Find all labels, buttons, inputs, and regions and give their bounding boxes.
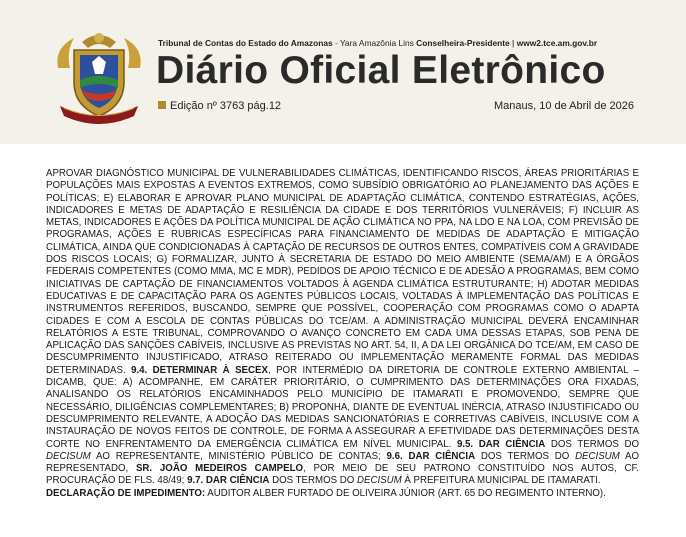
gold-square-icon — [158, 101, 166, 109]
body-text-segment: DOS TERMOS DO — [475, 450, 576, 462]
impediment-declaration-label: DECLARAÇÃO DE IMPEDIMENTO: — [46, 487, 206, 499]
section-9-6-heading: 9.6. DAR CIÊNCIA — [386, 450, 476, 462]
page-title: Diário Oficial Eletrônico — [156, 49, 606, 92]
decisum-term: DECISUM — [46, 450, 91, 462]
body-text-segment: AO REPRESENTADO, — [46, 450, 640, 475]
representative-name: SR. JOÃO MEDEIROS CAMPELO — [135, 463, 304, 475]
website-link[interactable]: www2.tce.am.gov.br — [516, 38, 598, 48]
president-name: Yara Amazônia Lins — [339, 38, 414, 48]
president-role: Conselheira-Presidente — [416, 38, 510, 48]
edition-line — [158, 100, 634, 112]
header-info-line: Tribunal de Contas do Estado do Amazonas - Yara Amazônia Lins Conselheira-Presidente | www2.tce.am.gov.br — [158, 38, 598, 48]
section-9-7-heading: 9.7. DAR CIÊNCIA — [187, 475, 270, 487]
page-header — [0, 0, 686, 144]
edition-number: Edição nº 3763 pág.12 — [170, 100, 282, 112]
body-text-segment: AO REPRESENTANTE, MINISTÉRIO PÚBLICO DE CONTAS; — [90, 450, 387, 462]
section-9-5-heading: 9.5. DAR CIÊNCIA — [456, 438, 546, 450]
body-text-segment: À PREFEITURA MUNICIPAL DE ITAMARATI. — [401, 475, 601, 487]
body-text-segment: DOS TERMOS DO — [545, 438, 639, 450]
body-text-segment: APROVAR DIAGNÓSTICO MUNICIPAL DE VULNERABILIDADES CLIMÁTICAS, IDENTIFICANDO RISCOS, ÁREAS PRIORITÁRIAS E POPULAÇÕES MAIS EXPOSTAS A EVENTOS EXTREMOS, COMO SUBSÍDIO OBRIGATÓRIO AO PLANEJAMENTO DAS AÇÕES E POLÍTICAS; E) ELABORAR E APROVAR PLANO MUNICIPAL DE ADAPTAÇÃO CLIMÁTICA, CONTENDO ESTRATÉGIAS, AÇÕES, INDICADORES E METAS DE ADAPTAÇÃO E RESILIÊNCIA DA CIDADE E DOS TERRITÓRIOS VULNERÁVEIS; F) INCLUIR AS METAS, INDICADORES E AÇÕES DA POLÍTICA MUNICIPAL DE AÇÃO CLIMÁTICA NO PPA, NA LDO E NA LOA, COM PREVISÃO DE PROGRAMAS, AÇÕES E RUBRICAS ESPECÍFICAS PARA FINANCIAMENTO DE MEDIDAS DE ADAPTAÇÃO E MITIGAÇÃO CLIMÁTICA, AINDA QUE CONDICIONADAS À CAPTAÇÃO DE RECURSOS DE OUTROS ENTES, COMPATÍVEIS COM A GRAVIDADE DOS RISCOS LOCAIS; G) FORMALIZAR, JUNTO À SECRETARIA DE ESTADO DO MEIO AMBIENTE (SEMA/AM) E A ÓRGÃOS FEDERAIS COMPETENTES (COMO MMA, MC E MDR), PEDIDOS DE APOIO TÉCNICO E DE ADESÃO A PROGRAMAS, BEM COMO INICIATIVAS DE CAPTAÇÃO DE FINANCIAMENTOS VOLTADOS À AGENDA CLIMÁTICA ESTRUTURANTE; H) ADOTAR MEDIDAS EDUCATIVAS E DE CAPACITAÇÃO PARA OS AGENTES PÚBLICOS LOCAIS, VOLTADAS À IMPLEMENTAÇÃO DAS POLÍTICAS E INSTRUMENTOS REFERIDOS, BUSCANDO, SEMPRE QUE POSSÍVEL, COOPERAÇÃO COM PROGRAMAS COMO O ADAPTA CIDADES E COM A ESCOLA DE CONTAS PÚBLICAS DO TCE/AM. A ADMINISTRAÇÃO MUNICIPAL DEVERÁ ENCAMINHAR RELATÓRIOS A ESTE TRIBUNAL, COMPROVANDO O AVANÇO CONCRETO EM CADA UMA DESSAS ETAPAS, SOB PENA DE APLICAÇÃO DAS SANÇÕES CABÍVEIS, INCLUSIVE AS PREVISTAS NO ART. 54, II, A DA LEI ORGÂNICA DO TCE/AM, EM CASO DE DESCUMPRIMENTO INJUSTIFICADO, ATRASO REITERADO OU IMPLEMENTAÇÃO MERAMENTE FORMAL DAS MEDIDAS DETERMINADAS. — [46, 168, 639, 376]
decisum-term: DECISUM — [356, 475, 402, 487]
decisum-term: DECISUM — [575, 450, 620, 462]
document-body — [46, 168, 639, 500]
body-text-segment: , POR INTERMÉDIO DA DIRETORIA DE CONTROLE EXTERNO AMBIENTAL – DICAMB, QUE: A) ACOMPANHE, EM CARÁTER PRIORITÁRIO, O CUMPRIMENTO DAS DETERMINAÇÕES ORA FIXADAS, ANALISANDO OS RELATÓRIOS ENCAMINHADOS PELO MUNICÍPIO DE ITAMARATI E PROMOVENDO, SEMPRE QUE NECESSÁRIO, DILIGÊNCIAS COMPLEMENTARES; B) PROPONHA, DIANTE DE EVENTUAL INÉRCIA, ATRASO INJUSTIFICADO OU DESCUMPRIMENTO RELEVANTE, A ADOÇÃO DAS MEDIDAS SANCIONATÓRIAS E CORRETIVAS CABÍVEIS, INCLUSIVE COM A INSTAURAÇÃO DE NOVOS FEITOS DE CONTROLE, DE FORMA A ASSEGURAR A EFETIVIDADE DAS DETERMINAÇÕES DESTA CORTE NO ENFRENTAMENTO DA EMERGÊNCIA CLIMÁTICA EM NÍVEL MUNICIPAL. — [46, 364, 640, 450]
institution-name: Tribunal de Contas do Estado do Amazonas — [158, 38, 333, 48]
publication-date: Manaus, 10 de Abril de 2026 — [493, 100, 634, 112]
body-text-segment: DOS TERMOS DO — [269, 475, 357, 487]
tce-am-crest-icon — [52, 28, 146, 124]
body-text-segment: , POR MEIO DE SEU PATRONO CONSTITUÍDO NOS AUTOS, CF. PROCURAÇÃO DE FLS. 48/49; — [46, 463, 639, 487]
section-9-4-heading: 9.4. DETERMINAR À SECEX — [131, 364, 268, 376]
body-text-segment: AUDITOR ALBER FURTADO DE OLIVEIRA JÚNIOR (ART. 65 DO REGIMENTO INTERNO). — [205, 487, 606, 499]
